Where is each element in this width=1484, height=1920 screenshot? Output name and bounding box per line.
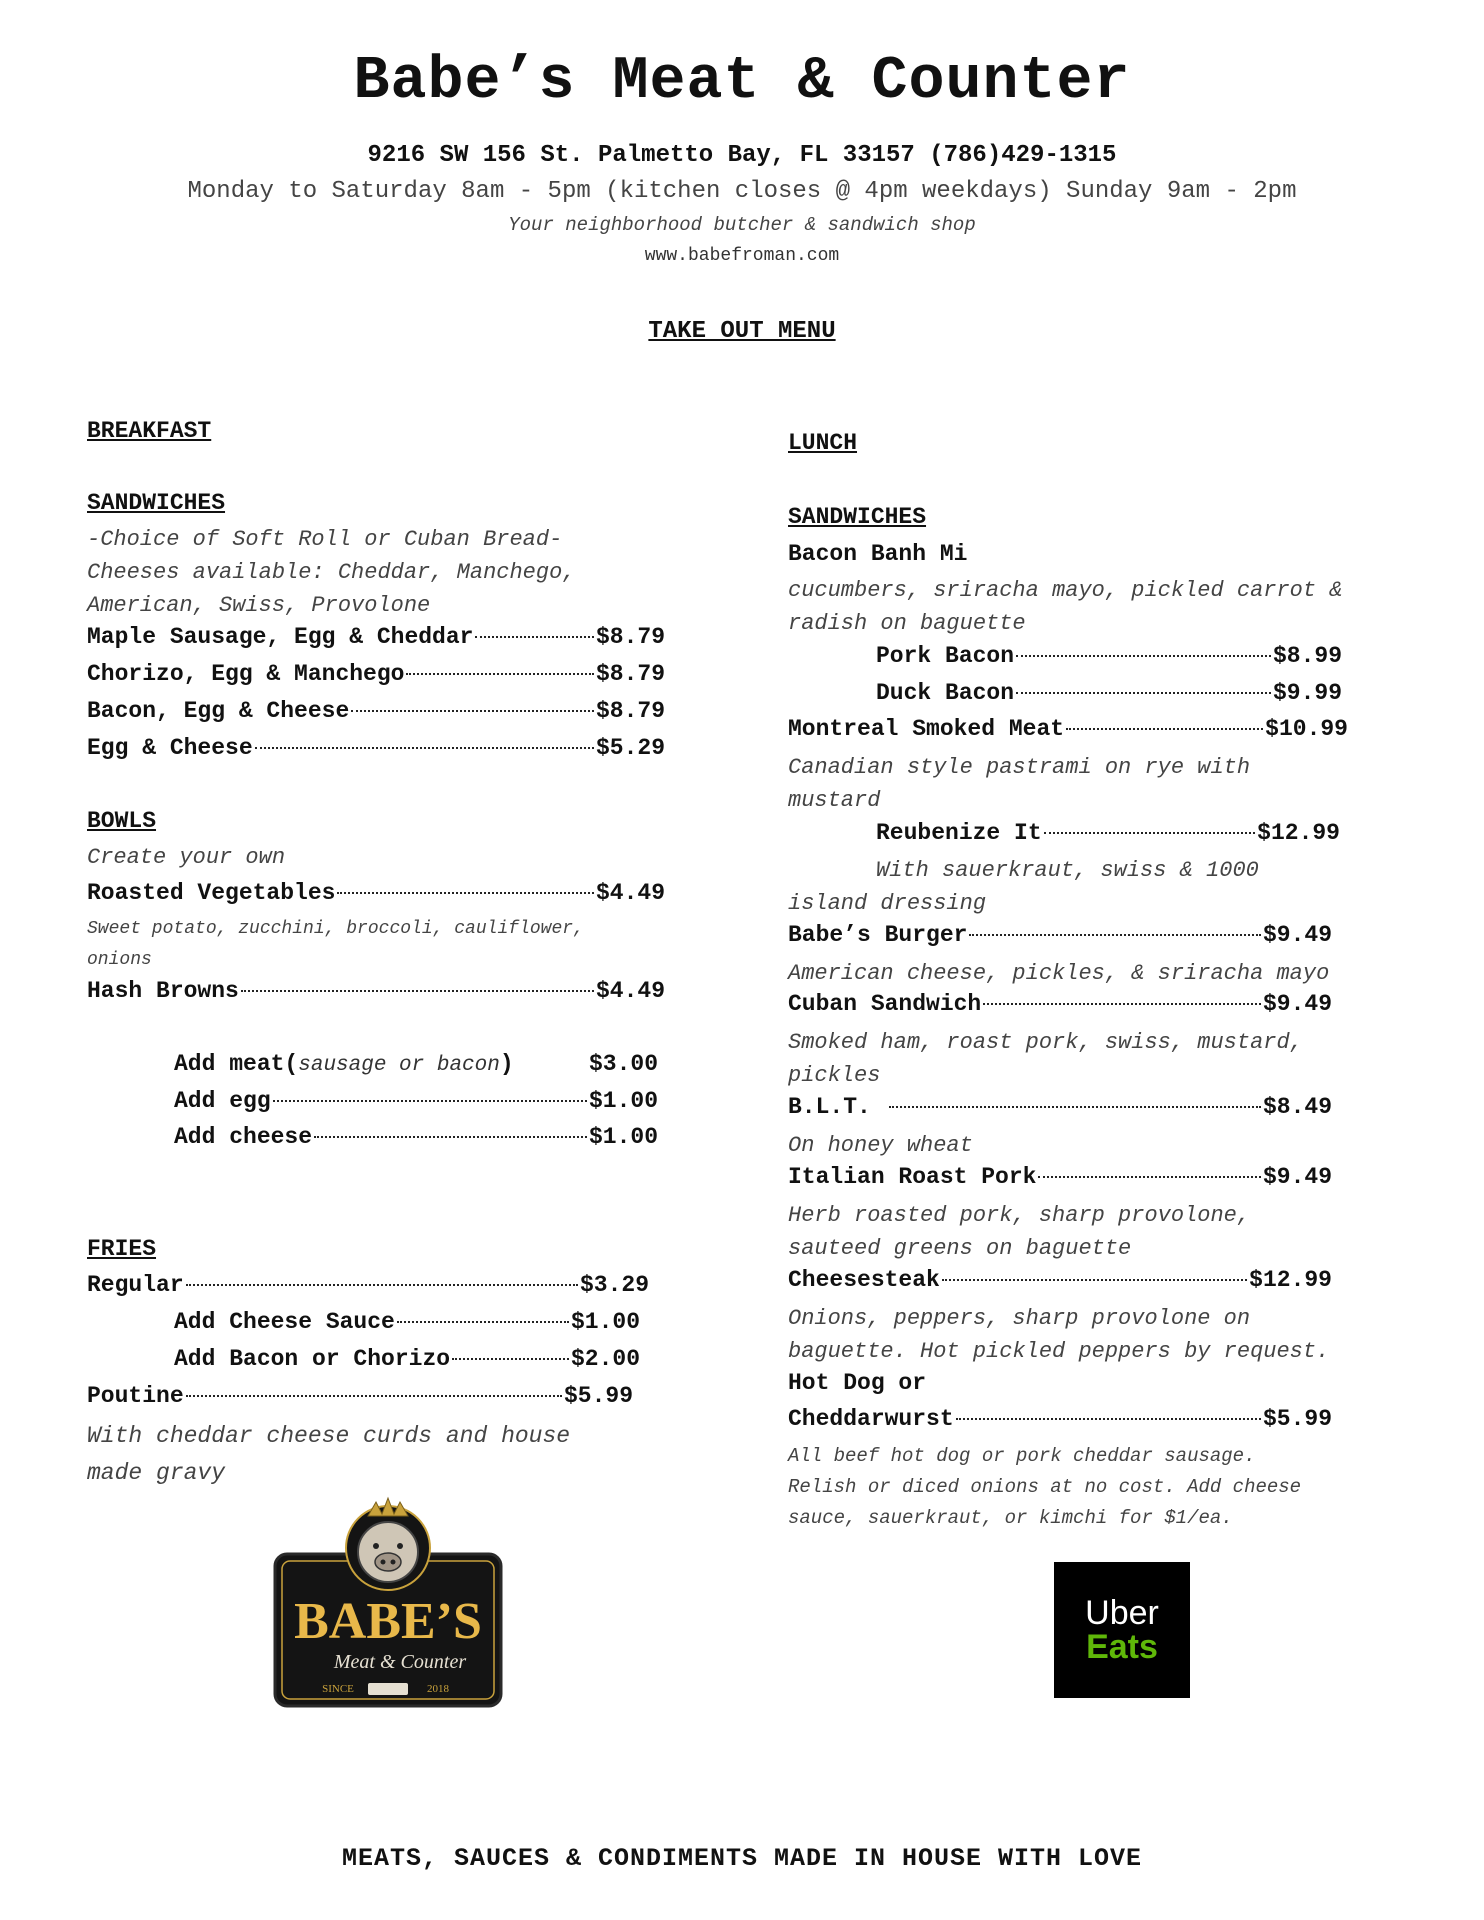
cuban-note: Smoked ham, roast pork, swiss, mustard,	[788, 1030, 1303, 1055]
item-name: Add Cheese Sauce	[174, 1309, 395, 1335]
item-price: $10.99	[1265, 716, 1348, 742]
menu-item-bacon-egg	[87, 698, 665, 724]
banh-mi-note-2: radish on baguette	[788, 611, 1026, 636]
item-name: B.L.T.	[788, 1094, 871, 1120]
menu-item-add-cheese	[174, 1124, 658, 1150]
menu-item-add-bacon-chorizo	[174, 1346, 640, 1372]
menu-item-chorizo-egg	[87, 661, 665, 687]
menu-item-maple-sausage	[87, 624, 665, 650]
menu-item-blt	[788, 1094, 1332, 1120]
tagline: Your neighborhood butcher & sandwich shop	[508, 214, 976, 236]
roasted-veg-note-2: onions	[87, 950, 152, 970]
footer-slogan: MEATS, SAUCES & CONDIMENTS MADE IN HOUSE WITH LOVE	[341, 1844, 1143, 1873]
reubenize-note-2: island dressing	[788, 891, 987, 916]
item-name: Duck Bacon	[876, 680, 1015, 706]
item-price: $5.99	[563, 1383, 633, 1409]
poutine-note-2: made gravy	[87, 1460, 226, 1486]
cheese-options-note-2: American, Swiss, Provolone	[87, 593, 431, 618]
menu-item-roasted-vegetables	[87, 880, 665, 906]
item-price: $8.79	[595, 661, 665, 687]
item-name: Egg & Cheese	[87, 735, 253, 761]
menu-item-duck-bacon	[876, 680, 1342, 706]
item-name: Roasted Vegetables	[87, 880, 336, 906]
item-price: $5.99	[1262, 1406, 1332, 1432]
item-price: $12.99	[1257, 820, 1340, 846]
item-name: Montreal Smoked Meat	[788, 716, 1065, 742]
menu-item-babes-burger	[788, 922, 1332, 948]
lunch-sandwiches-heading: SANDWICHES	[788, 504, 927, 530]
uber-eats-logo-uber: Uber	[1085, 1594, 1159, 1632]
menu-title: TAKE OUT MENU	[648, 318, 836, 345]
address-phone: 9216 SW 156 St. Palmetto Bay, FL 33157 (786)429-1315	[367, 142, 1117, 169]
babes-logo-script: Meat & Counter	[333, 1651, 467, 1673]
restaurant-title: Babe’s Meat & Counter	[353, 48, 1131, 116]
item-price: $8.79	[595, 698, 665, 724]
item-price: $8.79	[595, 624, 665, 650]
item-price: $9.49	[1262, 991, 1332, 1017]
menu-item-cheddarwurst	[788, 1406, 1332, 1432]
item-price: $1.00	[588, 1124, 658, 1150]
item-name: Hash Browns	[87, 978, 239, 1004]
menu-item-hash-browns	[87, 978, 665, 1004]
poutine-note: With cheddar cheese curds and house	[87, 1423, 571, 1449]
breakfast-heading: BREAKFAST	[87, 418, 212, 444]
item-price: $3.29	[579, 1272, 649, 1298]
item-name: Bacon, Egg & Cheese	[87, 698, 350, 724]
cheesesteak-note-2: baguette. Hot pickled peppers by request.	[788, 1339, 1330, 1364]
menu-item-egg-cheese	[87, 735, 665, 761]
menu-item-cuban-sandwich	[788, 991, 1332, 1017]
item-price: $9.49	[1262, 922, 1332, 948]
hotdog-note: All beef hot dog or pork cheddar sausage.	[788, 1445, 1256, 1467]
uber-eats-logo-eats: Eats	[1086, 1628, 1158, 1666]
item-price: $4.49	[595, 880, 665, 906]
item-name: Regular	[87, 1272, 184, 1298]
cuban-note-2: pickles	[788, 1063, 881, 1088]
babes-logo-text: BABE’S	[294, 1593, 482, 1650]
item-name: Add Bacon or Chorizo	[174, 1346, 451, 1372]
item-price: $1.00	[588, 1088, 658, 1114]
menu-item-regular-fries	[87, 1272, 649, 1298]
menu-item-bacon-banh-mi	[788, 541, 967, 567]
bowls-note: Create your own	[87, 845, 286, 870]
menu-item-add-egg	[174, 1088, 658, 1114]
reubenize-note: With sauerkraut, swiss & 1000	[876, 858, 1259, 883]
bread-choice-note: -Choice of Soft Roll or Cuban Bread-	[87, 527, 563, 552]
menu-item-montreal-smoked-meat	[788, 716, 1348, 742]
item-name: Poutine	[87, 1383, 184, 1409]
item-name: Cheesesteak	[788, 1267, 940, 1293]
item-price: $2.00	[570, 1346, 640, 1372]
breakfast-sandwiches-heading: SANDWICHES	[87, 490, 226, 516]
menu-item-poutine	[87, 1383, 633, 1409]
montreal-note-2: mustard	[788, 788, 881, 813]
item-name: Maple Sausage, Egg & Cheddar	[87, 624, 474, 650]
item-name: Add meat(	[174, 1051, 299, 1077]
item-price: $9.49	[1262, 1164, 1332, 1190]
bowls-heading: BOWLS	[87, 808, 157, 834]
hotdog-note-3: sauce, sauerkraut, or kimchi for $1/ea.	[788, 1507, 1233, 1529]
babes-logo-graphic	[272, 1496, 504, 1710]
item-name: Pork Bacon	[876, 643, 1015, 669]
website-link[interactable]: www.babefroman.com	[644, 246, 840, 266]
item-option-note: sausage or bacon	[298, 1054, 500, 1077]
item-name: Chorizo, Egg & Manchego	[87, 661, 405, 687]
babes-logo-year: 2018	[427, 1683, 449, 1695]
opening-hours: Monday to Saturday 8am - 5pm (kitchen closes @ 4pm weekdays) Sunday 9am - 2pm	[187, 178, 1297, 205]
banh-mi-note: cucumbers, sriracha mayo, pickled carrot &	[788, 578, 1343, 603]
montreal-note: Canadian style pastrami on rye with	[788, 755, 1251, 780]
hotdog-note-2: Relish or diced onions at no cost. Add cheese	[788, 1476, 1302, 1498]
uber-eats-logo[interactable]	[1054, 1562, 1190, 1698]
menu-item-cheesesteak	[788, 1267, 1332, 1293]
menu-item-italian-roast-pork	[788, 1164, 1332, 1190]
item-price: $12.99	[1249, 1267, 1332, 1293]
cheesesteak-note: Onions, peppers, sharp provolone on	[788, 1306, 1251, 1331]
menu-item-add-cheese-sauce	[174, 1309, 640, 1335]
item-price: $8.99	[1272, 643, 1342, 669]
cheese-options-note: Cheeses available: Cheddar, Manchego,	[87, 560, 576, 585]
fries-heading: FRIES	[87, 1236, 157, 1262]
roasted-veg-note: Sweet potato, zucchini, broccoli, cauliflower,	[87, 919, 584, 939]
burger-note: American cheese, pickles, & sriracha mayo	[788, 961, 1330, 986]
lunch-heading: LUNCH	[788, 430, 858, 456]
menu-item-pork-bacon	[876, 643, 1342, 669]
item-name: Reubenize It	[876, 820, 1042, 846]
item-name: Add egg	[174, 1088, 271, 1114]
babes-logo-since: SINCE	[322, 1683, 354, 1695]
item-price: $8.49	[1262, 1094, 1332, 1120]
item-name-close: )	[499, 1051, 514, 1077]
item-name: Italian Roast Pork	[788, 1164, 1037, 1190]
item-price: $9.99	[1272, 680, 1342, 706]
item-price: $3.00	[588, 1051, 658, 1077]
italian-note-2: sauteed greens on baguette	[788, 1236, 1132, 1261]
italian-note: Herb roasted pork, sharp provolone,	[788, 1203, 1251, 1228]
item-name: Cuban Sandwich	[788, 991, 982, 1017]
babes-logo	[272, 1496, 504, 1710]
item-name: Hot Dog or	[788, 1370, 927, 1396]
menu-item-reubenize-it	[876, 820, 1340, 846]
item-price: $5.29	[595, 735, 665, 761]
item-name: Cheddarwurst	[788, 1406, 954, 1432]
item-name: Babe’s Burger	[788, 922, 968, 948]
blt-note: On honey wheat	[788, 1133, 973, 1158]
menu-item-add-meat	[174, 1051, 658, 1077]
item-name: Bacon Banh Mi	[788, 541, 968, 567]
menu-item-hot-dog-line	[788, 1370, 926, 1396]
item-price: $1.00	[570, 1309, 640, 1335]
item-price: $4.49	[595, 978, 665, 1004]
item-name: Add cheese	[174, 1124, 313, 1150]
